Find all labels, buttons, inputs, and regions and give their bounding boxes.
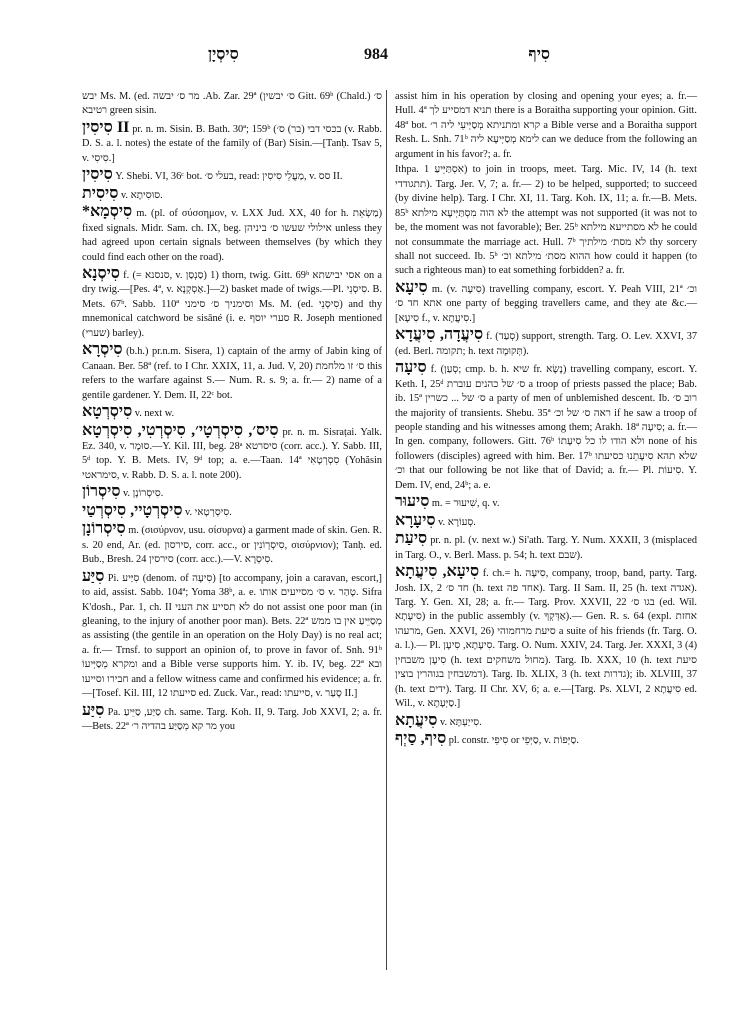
entry-text: v. סוּסִיתָא. [120,189,163,201]
entry-text: m. (σισύρνον, usu. σίσυρνα) a garment made of skin. Gen. R. s. 20 end, Ar. (ed. סירסון, corr. acc., or סִיסְרְוֹנִין, σισύρνιον); Tanḥ. ed. Bub., Bresh. 24 סירסין (corr. acc.).—V. סִיסְרָא. [82,525,383,566]
dictionary-entry [82,569,382,702]
entry-text: f. (סְעַן; cmp. b. h. שיא fr. נָשָׂא) travelling company, escort. Y. Keth. I, 25ᵈ ס׳ של כהנים עוברת a troop of priests passed the place; Bab. ib. 15ª ס׳ של ... כשרין a party of men of unblemished descent. Ib. רוב ס׳ the majority of transients. Shebu. 35ª ראה ס׳ של וכ׳ if he saw a troop of people standing and his witnesses among them; Arakh. 18ª סִיעָה; a. fr.— In gen. company, followers. Gitt. 76ᵇ ולא הודו לו כל סִיעָתוֹ none of his followers (disciples) agreed with him. Ber. 17ᵇ שלא תהא סִיעָתֵנוּ כסיעתו וכ׳ that our following be not like that of David; a. fr.— Pl. סִיעוֹת. Y. Dem. IV, end, 24ᵇ; a. e. [395,364,698,491]
entry-text: Pi. סִיַּיע (denom. of סִיעָה) [to accompany, join a caravan, escort,] to aid, assist. Sabb. 104ª; Yoma 38ᵇ, a. e. ס׳ מסייעים אותו v. טָהַר. Sifra K'dosh., Par. 1, ch. II לא תסייע את העני do not assist one poor man (in gleaning, to the injury of another poor man). Bets. 22ª מְסַיֵּיעַ אין בו ממש as assisting (the gentile in an operation on the Holy Day) is no real act; a. fr.— Trnsf. to support an opinion of, to prove in favor of. Snh. 91ᵇ ומקרא מְסַיְּיעוֹ and a Bible verse supports him. Y. ib. IV, beg. 22ª ובא חבירו וסייעו and a fellow witness came and confirmed his evidence; a. fr.—[Tosef. Kil. III, 12 סייעתו ed. Zuck. Var., read: סייעתו, v. סָעַר II.] [82,572,382,700]
dictionary-entry [82,484,382,501]
running-header [82,46,670,68]
entry-continuation [395,90,697,162]
entry-headword: סִיסִין II [82,118,130,136]
entry-headword: סִיַּע [82,567,105,585]
entry-headword: סִיס׳, סִיסְרְטָי׳, סִיסְרְטִי, סִיסְרְטָא [82,421,279,439]
entry-headword: סִיסִין [82,166,113,184]
entry-headword: סִיסְרוֹנָן [82,520,126,538]
entry-headword: סִיעַת [395,530,428,548]
dictionary-entry [82,342,382,403]
dictionary-entry [82,167,382,184]
entry-headword: סִיסְרוֹן [82,483,121,501]
entry-headword: סִיעָה [395,359,427,377]
dictionary-entry [82,423,382,484]
entry-headword: סִיעָא, סִיעֲתָא [395,563,480,581]
entry-text: v. סְעוֹרָא. [438,516,476,528]
entry-text: m. = שִׁיעוּר, q. v. [431,498,500,510]
dictionary-entry [82,186,382,203]
entry-headword: סִיעֲדָה, סִיעֲדָא [395,326,484,344]
right-column [395,90,697,749]
entry-text: v. סִיסְרוֹנָן. [123,488,164,500]
entry-headword: סִיסְנָא [82,264,120,282]
entry-text: (b.h.) pr.n.m. Sisera, 1) captain of the army of Jabin king of Canaan. Ber. 58ª (ref. to I Chr. XXIX, 11, a. Jud. V, 20) ס׳ זו מלחמת this refers to the warfare against S.— Num. R. s. 9; a. fr.— 2) name of a gentile gardener. Y. Dem. II, 22ᶜ bot. [82,346,382,401]
dictionary-entry [395,713,697,730]
entry-text: pr. n. m. Sisraṭai. Yalk. Ez. 340, v. סוּמָר.—Y. Kil. III, beg. 28ᵃ סיסרטא (corr. acc.). Y. Sabb. III, 5ᵈ top. Y. B. Mets. IV, 9ᵈ top; a. e.—Taan. 14ª סִסְרְטָאִי (Yohăsin סימראטי, v. Rabb. D. S. a. l. note 200). [82,426,383,481]
entry-text: pl. constr. סִיפֵי or סַיְּפֵי, v. סַיְּפוֹת. [448,735,579,747]
header-right-catchword: סִיף [528,46,550,63]
dictionary-entry [395,494,697,511]
entry-headword: סִיסְרְטָיי, סִיסְרְטַי [82,501,183,519]
entry-headword: סִיסְרְטָא [82,403,133,421]
entry-headword: סִיסִית [82,184,119,202]
page-number: 984 [364,46,388,63]
dictionary-entry [82,503,382,520]
entry-headword: סִיף, סַיְף [395,730,447,748]
entry-text: pr. n. pl. (v. next w.) Si'ath. Targ. Y. Num. XXXII, 3 (misplaced in Targ. O., v. Berl. Mass. p. 54; h. text שבם). [395,535,697,561]
entry-text: v. סִיסְרְטָאי. [185,506,232,518]
entry-headword: סִיעֲתָא [395,711,438,729]
entry-headword: סִיעָרָא [395,511,436,529]
dictionary-entry [82,404,382,421]
entry-text: יבש Ms. M. (ed. מר ס׳ יבשה .Ab. Zar. 29ª (ס׳ יבשין Gitt. 69ᵇ (Chald.) ס׳ רטיבא green sisin. [82,91,382,117]
dictionary-entry [82,120,382,166]
entry-text: Y. Shebi. VI, 36ᶜ bot. בעלי ס׳, read: מַעֲלֵי סִיסִין, v. סס II. [115,171,343,183]
dictionary-entry [82,521,382,567]
dictionary-entry [395,360,697,493]
entry-text: Pa. סַיַּע, סַיֵּיעַ ch. same. Targ. Koh. II, 9. Targ. Job XXVI, 2; a. fr.—Bets. 22ª מר קא מְסַיַּע בהדיה ר׳ you [82,706,382,733]
entry-text: v. next w. [134,408,175,420]
entry-text: m. (v. סִיעָה) travelling company, escort. Y. Peah VIII, 21ª וכ׳ אתא חד ס׳ one party of begging travellers came, and they ate &c.—[סִיעָא f., v. סִיעֲתָא.] [395,283,698,324]
left-column [82,90,382,736]
entry-text: v. סִייַעְתָּא. [439,716,482,728]
entry-headword: *סִיסְמָא [82,203,133,221]
column-rule [386,90,387,970]
header-left-catchword: סִיסְיָן [208,46,239,63]
dictionary-entry [82,266,382,341]
dictionary-entry [395,531,697,563]
dictionary-entry [395,513,697,530]
entry-text: assist him in his operation by closing and opening your eyes; a. fr.— Hull. 4ª תניא דמסייע לך there is a Boraitha supporting your opinion. Gitt. 48ª bot. קרא ומתניתא מְסַיְּיעֵי ליה ר׳ a Bible verse and a Boraitha support Resh. L. Snh. 71ᵇ לימא מְסַיְּיעָא ליה can we deduce from the following an argument in his favor?; a. fr. [395,91,697,160]
entry-text: Ithpa. אִסְתַּיֵּיעַ 1) to join in troops, meet. Targ. Mic. IV, 14 (h. text תתגודדי). Targ. Jer. V, 7; a. fr.— 2) to be helped, supported; to succeed (by divine help). Targ. I Chr. XI, 11. Targ. Koh. IX, 11; a. fr.—B. Mets. 85ᵇ לא הוה מִסְתַּיְּיעָא מילתא the attempt was not supported (it was not to be, the moment was not favorable); Ber. 25ᵇ לא מסתייעא מילתא he could not consummate the marriage act. Hull. 7ᵇ לא מסת׳ מילתיך thy sorcery shall not succeed. Ib. 5ᵇ ההוא מסת׳ מילתא וכ׳ how could it happen (to such a righteous man) to eat something forbidden? a. fr. [395,164,698,277]
dictionary-entry [82,703,382,735]
dictionary-entry [395,280,697,326]
entry-text: m. (pl. of σύσσημον, v. LXX Jud. XX, 40 for h. מַשְׂאֵת) fixed signals. Midr. Sam. ch. IX, beg. אילולי שעשו ס׳ ביניהן unless they had agreed upon certain signals between themselves (by which they could find each other on the road). [82,208,383,263]
entry-headword: סִיעוּר [395,493,430,511]
entry-text: f. (סְעַד) support, strength. Targ. O. Lev. XXVI, 37 (ed. Berl. תקומה; h. text תְּקוּמָה). [395,331,697,357]
entry-headword: סִיעָא [395,278,428,296]
entry-headword: סִיַּע [82,701,105,719]
dictionary-entry [395,731,697,748]
dictionary-entry [395,564,697,712]
entry-continuation [82,90,382,119]
dictionary-entry [82,204,382,265]
entry-text: f. (= סנסנא, v. סַנְסַן) 1) thorn, twig. Gitt. 69ᵇ אסי יבישתא on a dry twig.—[Pes. 4ª, v. אַסְקְנָא.]—2) basket made of twigs.—Pl. סִיסְנֵי. B. Mets. 67ᵇ. Sabb. 110ª וסימניך ס׳ סימני Ms. M. (ed. סִיסְנֵי) and thy mnemonical catchword be sisāné (i. e. סערי יוסף R. Joseph mentioned (שערי) barley). [82,269,382,339]
dictionary-entry [395,327,697,359]
entry-continuation [395,163,697,279]
entry-headword: סִיסְרָא [82,341,123,359]
entry-text: f. ch.= h. סִיעָה, company, troop, band, party. Targ. Josh. IX, 2 חד ס׳ (h. text אחד פה). Targ. II Sam. II, 25 (h. text אגדה). Targ. Y. Gen. XI, 28; a. fr.— Targ. Prov. XXVII, 22 בגו ס׳ (ed. Wil. סִיעָתָא) in the public assembly (v. אַדְּקְךָ).— Gen. R. s. 64 (expl. אחזת מרעהו, Gen. XXVI, 26) סיעת מרחמוהי a suite of his friends (fr. Targ. O. a. l.).— Pl. סִיעָתָא, סִיעָן. Targ. O. Num. XXIV, 24. Targ. Jer. XXXI, 3 (4) סִיעָן משבחין (h. text מחול משחקים). Targ. Ib. XXX, 10 (h. text סיעת דמשבחין בגוהרין בוצין). Targ. Ib. XLIX, 3 (h. text גדרות); ib. XLVIII, 37 (h. text ידים). Targ. II Chr. XV, 6; a. e.—[Targ. Ps. XLVI, 2 סִיעֲתָא ed. Wil., v. סַיְּעָתָא.] [395,568,697,710]
entry-text: pr. n. m. Sisin. B. Bath. 30ª; 159ᵇ (בכסי דבי (בר) ס׳ (v. Rabb. D. S. a. l. notes) the estate of the family of (Bar) Sisin.—[Tanḥ. Tsav 5, v. סִיסִי.] [82,123,383,164]
